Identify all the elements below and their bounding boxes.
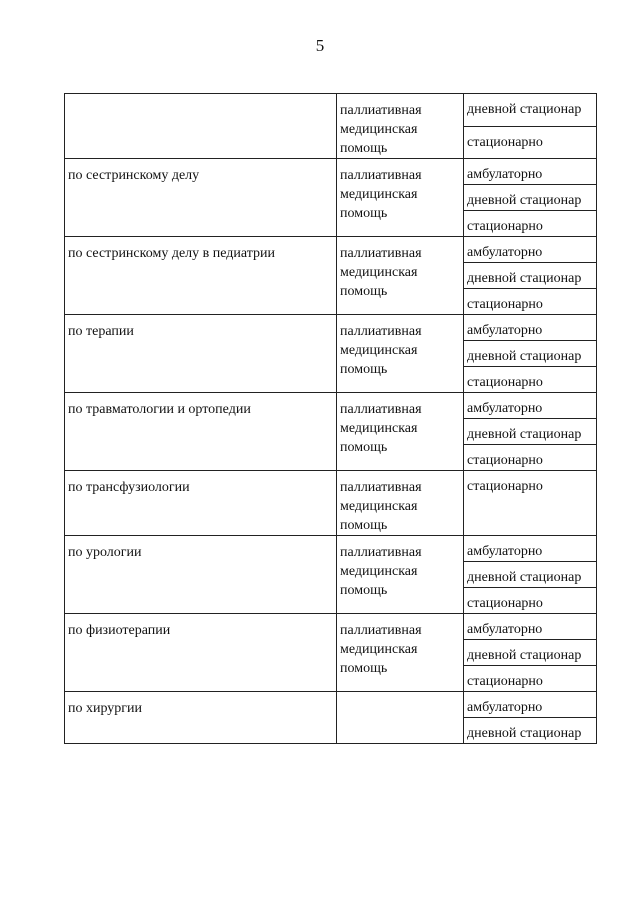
license-services-table	[64, 93, 597, 744]
specialty-cell	[65, 692, 337, 744]
page-number: 5	[315, 36, 325, 55]
condition-cell	[464, 614, 597, 640]
specialty-cell	[65, 393, 337, 471]
care-type-cell	[337, 536, 464, 614]
condition-cell	[464, 185, 597, 211]
specialty-cell	[65, 237, 337, 315]
specialty-text: по урологии	[68, 545, 142, 560]
condition-text: стационарно	[467, 479, 543, 494]
care-type-cell	[337, 692, 464, 744]
care-type-text: паллиативная медицинская помощь	[340, 480, 422, 533]
condition-cell	[464, 445, 597, 471]
condition-cell	[464, 588, 597, 614]
condition-text: стационарно	[467, 375, 543, 390]
specialty-text: по терапии	[68, 324, 134, 339]
specialty-cell	[65, 159, 337, 237]
condition-text: амбулаторно	[467, 323, 543, 338]
condition-text: стационарно	[467, 596, 543, 611]
condition-text: дневной стационар	[467, 102, 582, 117]
specialty-text: по трансфузиологии	[68, 480, 190, 495]
specialty-cell	[65, 536, 337, 614]
condition-text: дневной стационар	[467, 193, 582, 208]
condition-text: амбулаторно	[467, 245, 543, 260]
condition-text: стационарно	[467, 219, 543, 234]
condition-cell	[464, 562, 597, 588]
condition-cell	[464, 471, 597, 536]
care-type-cell	[337, 159, 464, 237]
table-row	[65, 692, 597, 718]
condition-cell	[464, 211, 597, 237]
specialty-cell	[65, 471, 337, 536]
care-type-text: паллиативная медицинская помощь	[340, 623, 422, 676]
table-row	[65, 159, 597, 185]
condition-text: стационарно	[467, 453, 543, 468]
condition-cell	[464, 640, 597, 666]
condition-text: амбулаторно	[467, 544, 543, 559]
condition-cell	[464, 94, 597, 127]
condition-text: дневной стационар	[467, 427, 582, 442]
care-type-text: паллиативная медицинская помощь	[340, 168, 422, 221]
condition-text: дневной стационар	[467, 349, 582, 364]
condition-cell	[464, 263, 597, 289]
care-type-text	[337, 692, 463, 699]
condition-text: амбулаторно	[467, 622, 543, 637]
care-type-text: паллиативная медицинская помощь	[340, 324, 422, 377]
condition-cell	[464, 367, 597, 393]
table-row	[65, 393, 597, 419]
table-row	[65, 536, 597, 562]
condition-text: дневной стационар	[467, 570, 582, 585]
condition-text: дневной стационар	[467, 648, 582, 663]
specialty-text	[65, 94, 336, 101]
care-type-text: паллиативная медицинская помощь	[340, 246, 422, 299]
condition-text: амбулаторно	[467, 700, 543, 715]
care-type-text: паллиативная медицинская помощь	[340, 402, 422, 455]
condition-cell	[464, 692, 597, 718]
table-row	[65, 614, 597, 640]
care-type-cell	[337, 471, 464, 536]
table-row	[65, 237, 597, 263]
condition-text: стационарно	[467, 134, 543, 150]
condition-cell	[464, 341, 597, 367]
table-row	[65, 315, 597, 341]
condition-text: дневной стационар	[467, 271, 582, 286]
table-body	[65, 94, 597, 744]
care-type-text: паллиативная медицинская помощь	[340, 103, 422, 156]
condition-cell	[464, 718, 597, 744]
specialty-text: по физиотерапии	[68, 623, 171, 638]
condition-cell	[464, 159, 597, 185]
care-type-cell	[337, 237, 464, 315]
condition-text: дневной стационар	[467, 726, 582, 741]
condition-text: амбулаторно	[467, 401, 543, 416]
condition-cell	[464, 666, 597, 692]
condition-cell	[464, 393, 597, 419]
care-type-cell	[337, 94, 464, 159]
condition-text: стационарно	[467, 674, 543, 689]
specialty-text: по хирургии	[68, 701, 143, 716]
condition-cell	[464, 536, 597, 562]
condition-cell	[464, 126, 597, 159]
care-type-text: паллиативная медицинская помощь	[340, 545, 422, 598]
specialty-text: по травматологии и ортопедии	[68, 402, 251, 417]
condition-text: амбулаторно	[467, 167, 543, 182]
specialty-text: по сестринскому делу в педиатрии	[68, 246, 276, 261]
table-row	[65, 471, 597, 536]
condition-cell	[464, 289, 597, 315]
care-type-cell	[337, 614, 464, 692]
table-row	[65, 94, 597, 127]
specialty-text: по сестринскому делу	[68, 168, 200, 183]
condition-cell	[464, 237, 597, 263]
condition-cell	[464, 419, 597, 445]
specialty-cell	[65, 315, 337, 393]
condition-cell	[464, 315, 597, 341]
specialty-cell	[65, 614, 337, 692]
condition-text: стационарно	[467, 297, 543, 312]
care-type-cell	[337, 315, 464, 393]
care-type-cell	[337, 393, 464, 471]
specialty-cell	[65, 94, 337, 159]
